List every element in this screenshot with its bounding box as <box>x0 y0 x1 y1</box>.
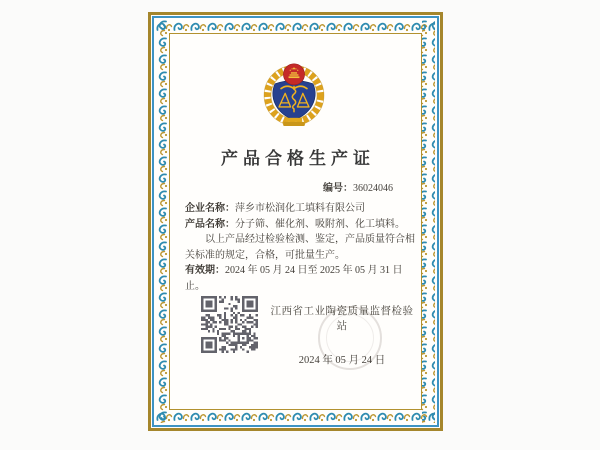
issue-date: 2024 年 05 月 24 日 <box>298 355 386 366</box>
field-validity <box>185 263 415 294</box>
quality-supervision-emblem-icon <box>260 56 328 128</box>
certificate-content <box>170 34 421 409</box>
certificate-page <box>148 12 443 431</box>
serial-number-line <box>170 179 393 194</box>
serial-number: 36024046 <box>353 183 393 194</box>
certificate-body <box>185 201 415 294</box>
field-validity-label: 有效期： <box>185 265 225 276</box>
qr-code-icon <box>201 296 258 353</box>
field-products-label: 产品名称： <box>185 218 235 230</box>
declaration-text: 以上产品经过检验检测、鉴定，产品质量符合相关标准的规定，合格，可批量生产。 <box>185 234 415 261</box>
issuer-name: 江西省工业陶瓷质量监督检验站 <box>270 306 414 332</box>
issue-block <box>270 303 414 367</box>
certificate-title: 产品合格生产证 <box>221 149 375 168</box>
serial-label: 编号： <box>323 183 353 194</box>
field-validity-value: 2024 年 05 月 24 日至 2025 年 05 月 31 日止。 <box>185 265 403 292</box>
field-company-label: 企业名称： <box>185 203 235 214</box>
field-products <box>185 217 415 233</box>
field-products-value: 分子筛、催化剂、吸附剂、化工填料。 <box>235 218 405 230</box>
field-company <box>185 201 415 217</box>
field-company-value: 萍乡市松润化工填料有限公司 <box>235 203 365 214</box>
